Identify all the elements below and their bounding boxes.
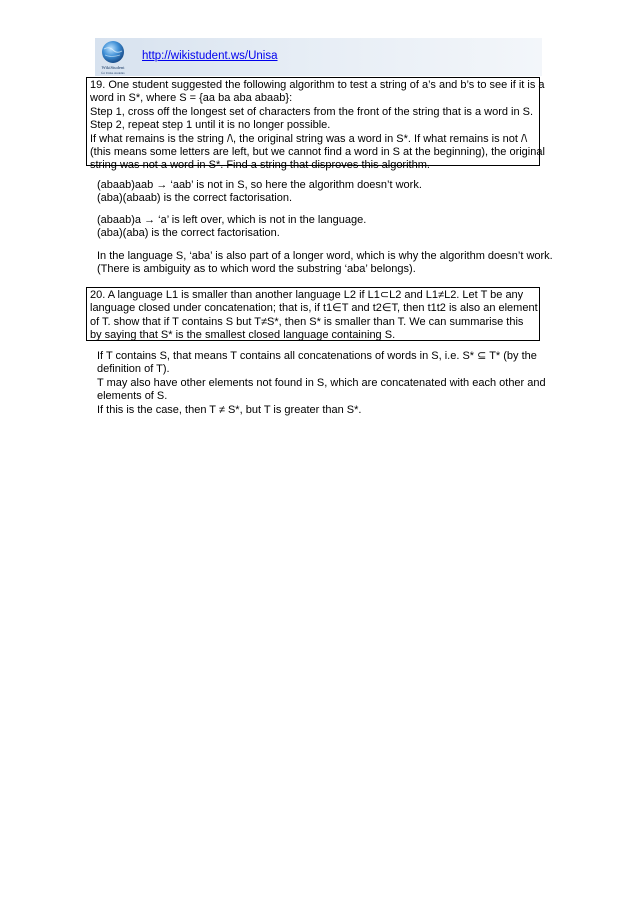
logo-subcaption: for Unisa students (101, 71, 125, 75)
answer-line: If T contains S, that means T contains all concatenations of words in S, i.e. S* ⊆ T* (by the (97, 350, 537, 362)
answer-line: If this is the case, then T ≠ S*, but T is greater than S*. (97, 403, 362, 416)
answer-line: (abaab)aab → ‘aab’ is not in S, so here the algorithm doesn’t work. (97, 179, 422, 191)
answer-line: (aba)(aba) is the correct factorisation. (97, 227, 280, 240)
answer-19-para-1 (97, 179, 547, 206)
answer-line: definition of T). (97, 363, 170, 376)
q19-line: If what remains is the string /\, the original string was a word in S*. If what remains is not /\ (90, 132, 528, 145)
answer-line: elements of S. (97, 390, 168, 403)
q19-line: 19. One student suggested the following algorithm to test a string of a’s and b’s to see if it is a (90, 79, 545, 91)
logo-caption: WikiStudent (101, 65, 125, 70)
q19-line: Step 1, cross off the longest set of characters from the front of the string that is a word in S. (90, 105, 534, 118)
q19-line: word in S*, where S = {aa ba aba abaab}: (90, 92, 293, 105)
question-20-box (86, 287, 540, 341)
answer-20 (97, 350, 547, 417)
q19-line: Step 2, repeat step 1 until it is no longer possible. (90, 119, 331, 132)
answer-19-para-3 (97, 250, 553, 277)
question-19-box (86, 77, 545, 172)
q19-line: string was not a word in S*. Find a string that disproves this algorithm. (90, 159, 430, 172)
answer-line: (abaab)a → ‘a’ is left over, which is not in the language. (97, 214, 367, 226)
wikistudent-logo (96, 38, 130, 76)
answer-19-para-2 (97, 214, 547, 241)
wikistudent-link[interactable]: http://wikistudent.ws/Unisa (142, 50, 278, 62)
answer-line: (There is ambiguity as to which word the substring ‘aba’ belongs). (97, 263, 416, 276)
q20-line: by saying that S* is the smallest closed language containing S. (90, 329, 396, 342)
answer-line: In the language S, ‘aba’ is also part of a longer word, which is why the algorithm doesn’t work. (97, 250, 553, 262)
q19-line: (this means some letters are left, but we cannot find a word in S at the beginning), the original (90, 146, 545, 159)
q20-line: of T. show that if T contains S but T≠S*, then S* is smaller than T. We can summarise this (90, 315, 524, 328)
q20-line: language closed under concatenation; that is, if t1∈T and t2∈T, then t1t2 is also an element (90, 302, 538, 315)
answer-line: T may also have other elements not found in S, which are concatenated with each other and (97, 376, 546, 389)
answer-line: (aba)(abaab) is the correct factorisation. (97, 192, 293, 205)
globe-icon (96, 38, 130, 76)
q20-line: 20. A language L1 is smaller than another language L2 if L1⊂L2 and L1≠L2. Let T be any (90, 289, 524, 301)
